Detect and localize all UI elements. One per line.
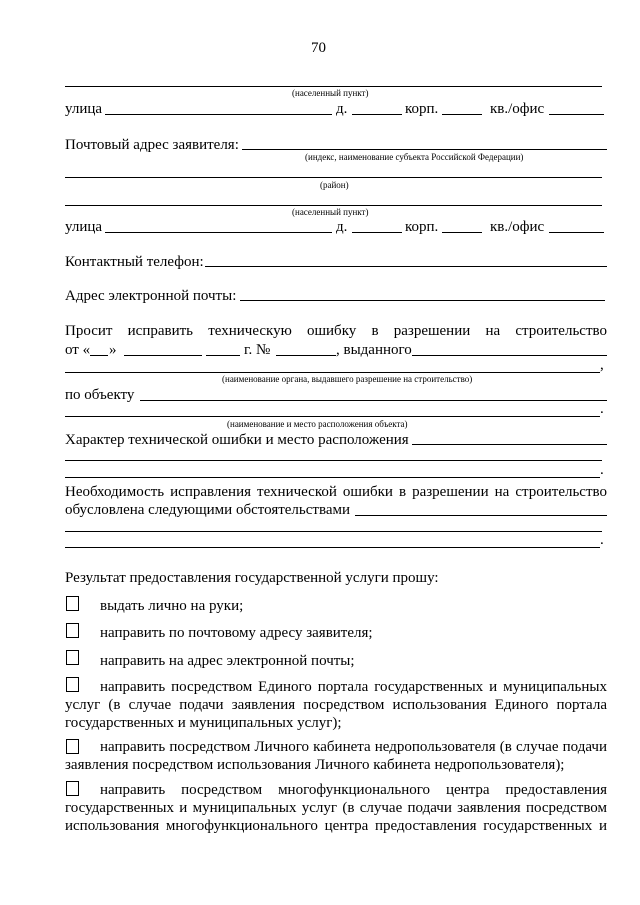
house-field[interactable] — [352, 114, 402, 115]
phone-label: Контактный телефон: — [65, 254, 204, 270]
postal-field[interactable] — [242, 149, 607, 150]
settlement-line-2[interactable] — [65, 205, 602, 206]
option-2-checkbox[interactable] — [66, 623, 79, 638]
option-5-checkbox[interactable] — [66, 739, 79, 754]
period-mark-2: . — [600, 462, 604, 478]
option-4-checkbox[interactable] — [66, 677, 79, 692]
option-6-text-3: использования многофункционального центра предоставления государственных и — [65, 818, 607, 834]
apt-field[interactable] — [549, 114, 604, 115]
building-label-2: корп. — [405, 219, 439, 235]
option-4-text-2: услуг (в случае подачи заявления посредством использования Единого портала — [65, 697, 607, 713]
house-field-2[interactable] — [352, 232, 402, 233]
option-2-text: направить по почтовому адресу заявителя; — [100, 625, 373, 641]
email-field[interactable] — [240, 300, 605, 301]
period-mark-3: . — [600, 532, 604, 548]
building-label: корп. — [405, 101, 439, 117]
street-field[interactable] — [105, 114, 332, 115]
option-1-checkbox[interactable] — [66, 596, 79, 611]
option-1-text: выдать лично на руки; — [100, 598, 244, 614]
building-field[interactable] — [442, 114, 482, 115]
caption-issuing-body: (наименование органа, выдавшего разрешение на строительство) — [222, 374, 473, 384]
date-close-quote: » — [109, 342, 117, 358]
period-mark-1: . — [600, 401, 604, 417]
option-6-text-2: государственных и муниципальных услуг (в случае подачи заявления посредством — [65, 800, 607, 816]
issued-label: , выданного — [336, 342, 412, 358]
number-label: г. № — [244, 342, 271, 358]
phone-field[interactable] — [205, 266, 607, 267]
object-label: по объекту — [65, 387, 135, 403]
apt-label: кв./офис — [490, 101, 545, 117]
necessity-field-3[interactable] — [65, 547, 600, 548]
street-label-2: улица — [65, 219, 103, 235]
district-line[interactable] — [65, 177, 602, 178]
issued-by-field[interactable] — [412, 355, 607, 356]
request-text: Просит исправить техническую ошибку в разрешении на строительство — [65, 323, 607, 339]
option-4-text-3: государственных и муниципальных услуг); — [65, 715, 342, 731]
error-nature-label: Характер технической ошибки и место расположения — [65, 432, 409, 448]
postal-label: Почтовый адрес заявителя: — [65, 137, 239, 153]
date-month-field[interactable] — [124, 355, 202, 356]
option-5-text: направить посредством Личного кабинета недропользователя (в случае подачи — [100, 739, 607, 755]
date-day-field[interactable] — [90, 355, 108, 356]
necessity-text-2: обусловлена следующими обстоятельствами — [65, 502, 351, 518]
building-field-2[interactable] — [442, 232, 482, 233]
email-label: Адрес электронной почты: — [65, 288, 237, 304]
error-nature-field[interactable] — [412, 444, 607, 445]
permit-number-field[interactable] — [276, 355, 336, 356]
house-label: д. — [336, 101, 348, 117]
street-label: улица — [65, 101, 103, 117]
date-year-field[interactable] — [206, 355, 240, 356]
caption-index-subject: (индекс, наименование субъекта Российской Федерации) — [305, 152, 524, 162]
option-3-checkbox[interactable] — [66, 650, 79, 665]
comma-mark: , — [600, 357, 604, 373]
object-field[interactable] — [140, 400, 607, 401]
issuing-body-line[interactable] — [65, 372, 600, 373]
option-4-text: направить посредством Единого портала государственных и муниципальных — [100, 679, 607, 695]
result-label: Результат предоставления государственной услуги прошу: — [65, 570, 439, 586]
object-field-2[interactable] — [65, 416, 600, 417]
necessity-field-2[interactable] — [65, 531, 602, 532]
necessity-field[interactable] — [355, 515, 607, 516]
caption-district: (район) — [320, 180, 349, 190]
caption-settlement-2: (населенный пункт) — [292, 207, 369, 217]
option-5-text-2: заявления посредством использования Личного кабинета недропользователя); — [65, 757, 565, 773]
caption-settlement: (населенный пункт) — [292, 88, 369, 98]
apt-label-2: кв./офис — [490, 219, 545, 235]
apt-field-2[interactable] — [549, 232, 604, 233]
house-label-2: д. — [336, 219, 348, 235]
error-nature-field-3[interactable] — [65, 477, 600, 478]
caption-object: (наименование и место расположения объекта) — [227, 419, 408, 429]
necessity-text: Необходимость исправления технической ошибки в разрешении на строительство — [65, 484, 607, 500]
page-number: 70 — [311, 40, 326, 56]
street-field-2[interactable] — [105, 232, 332, 233]
option-6-text: направить посредством многофункционального центра предоставления — [100, 782, 607, 798]
settlement-line[interactable] — [65, 86, 602, 87]
option-3-text: направить на адрес электронной почты; — [100, 653, 355, 669]
error-nature-field-2[interactable] — [65, 460, 602, 461]
option-6-checkbox[interactable] — [66, 781, 79, 796]
date-from-label: от « — [65, 342, 91, 358]
